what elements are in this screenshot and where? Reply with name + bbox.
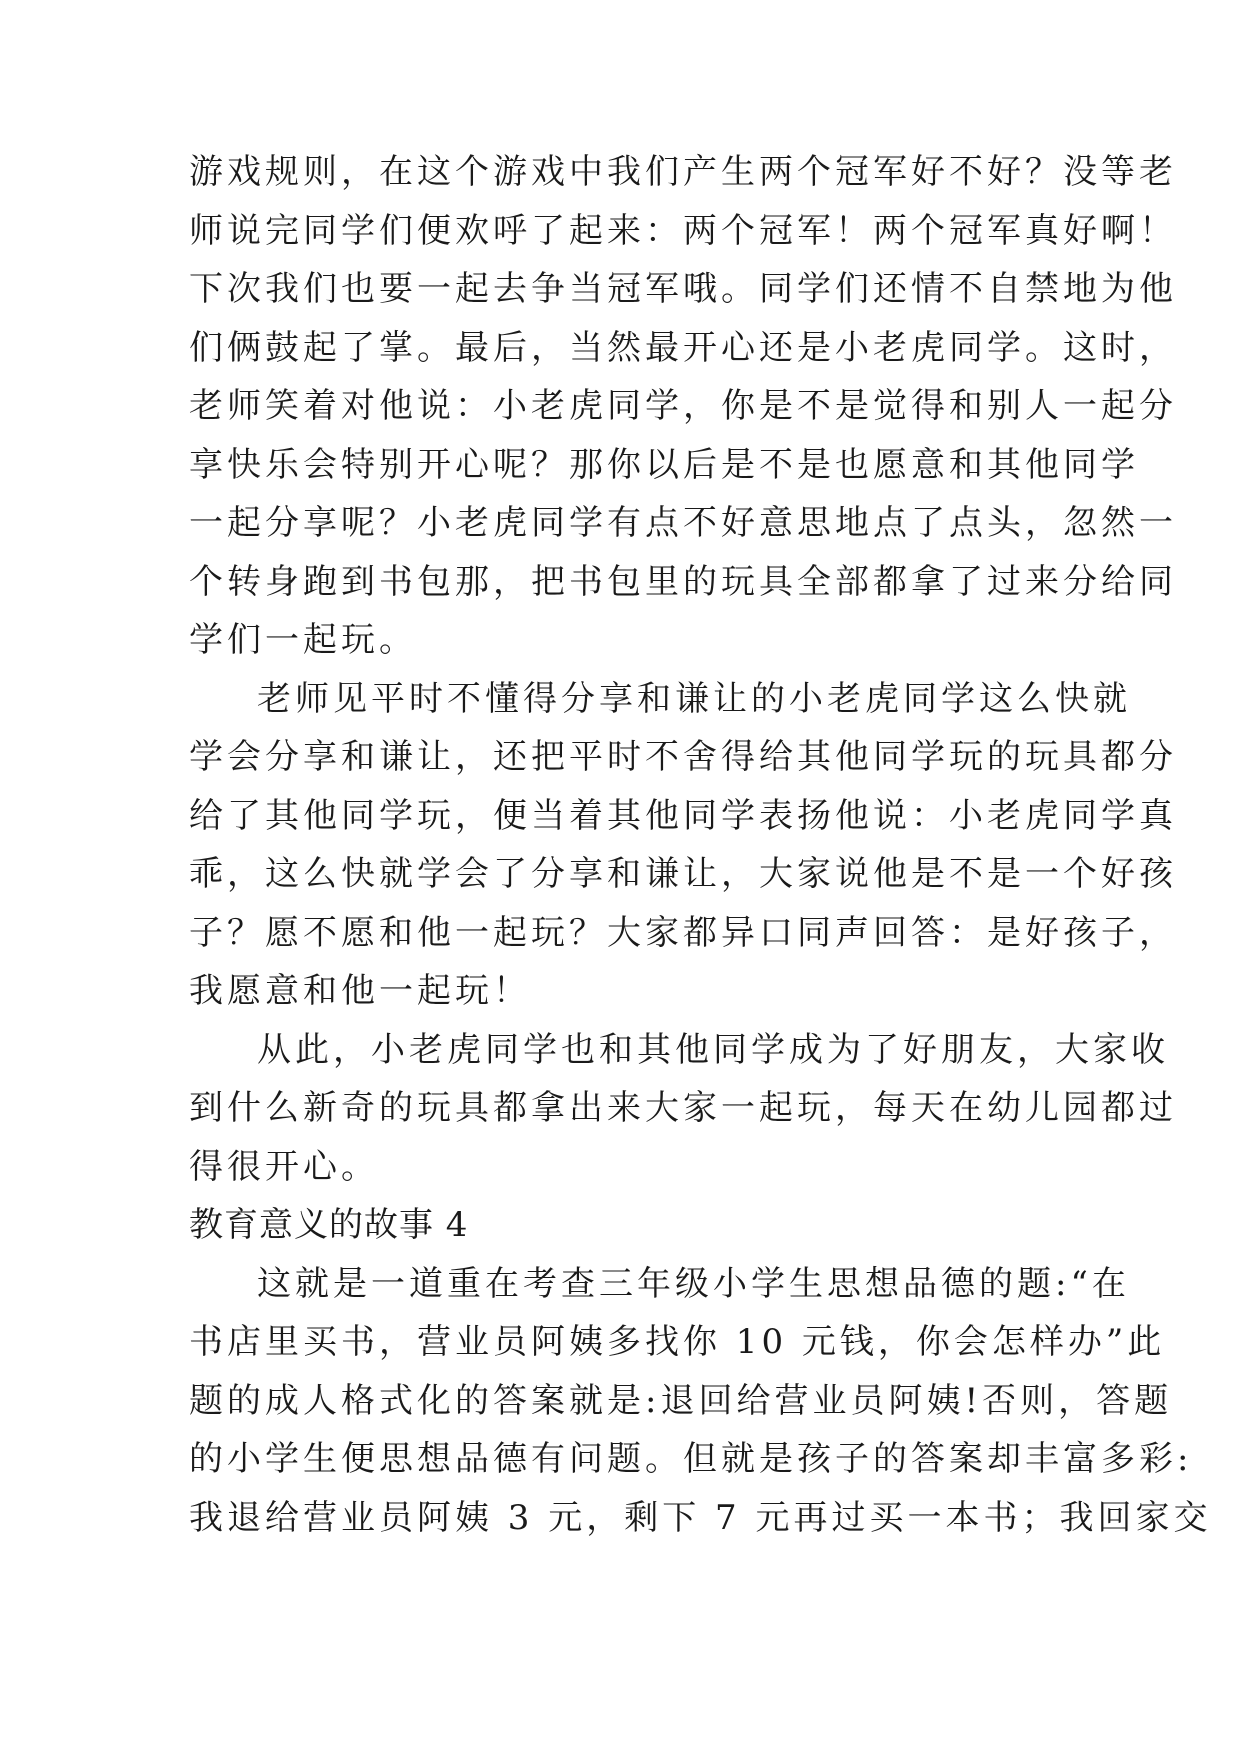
paragraph-first-line: 这就是一道重在考查三年级小学生思想品德的题:“在 xyxy=(257,1263,1130,1304)
text-line: 师说完同学们便欢呼了起来：两个冠军！两个冠军真好啊！ xyxy=(189,210,1177,251)
text-line: 的小学生便思想品德有问题。但就是孩子的答案却丰富多彩: xyxy=(189,1439,1193,1479)
document-body xyxy=(189,143,1212,1547)
text-line: 乖，这么快就学会了分享和谦让，大家说他是不是一个好孩 xyxy=(189,854,1177,894)
text-line: 游戏规则，在这个游戏中我们产生两个冠军好不好？没等老 xyxy=(189,152,1177,192)
text-line: 书店里买书，营业员阿姨多找你 10 元钱，你会怎样办”此 xyxy=(189,1322,1166,1362)
text-line: 我退给营业员阿姨 3 元，剩下 7 元再过买一本书；我回家交 xyxy=(189,1497,1212,1538)
text-line: 老师笑着对他说：小老虎同学，你是不是觉得和别人一起分 xyxy=(189,386,1177,426)
text-line: 享快乐会特别开心呢？那你以后是不是也愿意和其他同学 xyxy=(189,444,1139,485)
text-line: 个转身跑到书包那，把书包里的玩具全部都拿了过来分给同 xyxy=(189,561,1177,602)
section-heading: 教育意义的故事 4 xyxy=(189,1205,469,1245)
paragraph-first-line: 从此，小老虎同学也和其他同学成为了好朋友，大家收 xyxy=(257,1029,1169,1070)
text-line: 学们一起玩。 xyxy=(189,620,417,660)
paragraph-first-line: 老师见平时不懂得分享和谦让的小老虎同学这么快就 xyxy=(257,678,1131,719)
text-line: 给了其他同学玩，便当着其他同学表扬他说：小老虎同学真 xyxy=(189,795,1177,836)
text-line: 下次我们也要一起去争当冠军哦。同学们还情不自禁地为他 xyxy=(189,269,1177,309)
text-line: 一起分享呢？小老虎同学有点不好意思地点了点头，忽然一 xyxy=(189,503,1177,543)
text-line: 我愿意和他一起玩！ xyxy=(189,971,531,1011)
text-line: 得很开心。 xyxy=(189,1146,379,1187)
text-line: 学会分享和谦让，还把平时不舍得给其他同学玩的玩具都分 xyxy=(189,737,1177,777)
text-line: 们俩鼓起了掌。最后，当然最开心还是小老虎同学。这时， xyxy=(189,327,1177,368)
text-line: 到什么新奇的玩具都拿出来大家一起玩，每天在幼儿园都过 xyxy=(189,1088,1177,1128)
text-line: 子？愿不愿和他一起玩？大家都异口同声回答：是好孩子， xyxy=(189,912,1177,953)
text-line: 题的成人格式化的答案就是:退回给营业员阿姨!否则，答题 xyxy=(189,1380,1173,1421)
